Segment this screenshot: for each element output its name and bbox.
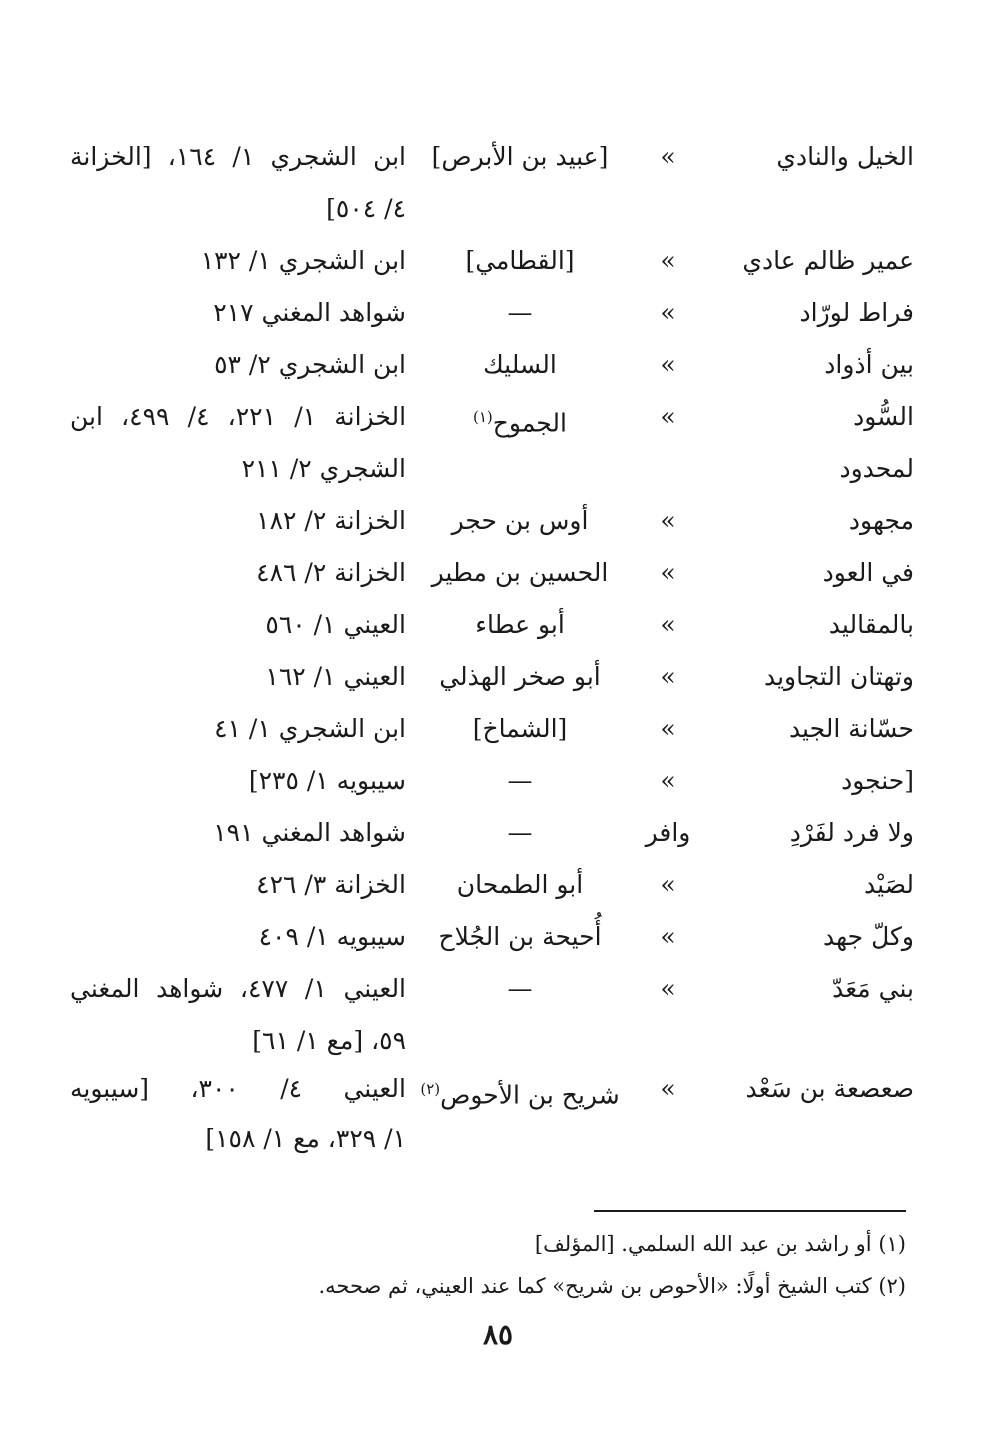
source-reference: شواهد المغني ٢١٧ [213, 298, 406, 327]
meter: » [660, 1074, 676, 1103]
meter: وافر [645, 818, 691, 847]
source-reference: ابن الشجري ٢/ ٥٣ [214, 350, 406, 379]
poet: أبو عطاء [475, 610, 565, 639]
source-reference-continuation: ١/ ٣٢٩، مع ١/ ١٥٨] [205, 1124, 406, 1153]
source-reference: الخزانة ١/ ٢٢١، ٤/ ٤٩٩، ابن [70, 402, 407, 431]
table-row [0, 547, 996, 599]
rhyme-word: لمحدود [839, 454, 914, 483]
poet: — [507, 298, 533, 327]
poet: السليك [483, 350, 557, 379]
table-row-continuation [0, 183, 996, 235]
rhyme-word: وتهتان التجاويد [763, 662, 914, 691]
poet: أبو صخر الهذلي [439, 662, 601, 691]
footnote-separator [594, 1210, 906, 1212]
poet-name: شريح بن الأحوص [440, 1080, 620, 1110]
table-row [0, 651, 996, 703]
meter: » [660, 402, 676, 431]
source-reference-continuation: الشجري ٢/ ٢١١ [241, 454, 406, 483]
table-row [0, 287, 996, 339]
table-row [0, 599, 996, 651]
footnote-marker: (١) [473, 408, 493, 426]
source-reference: ابن الشجري ١/ ١٣٢ [200, 246, 406, 275]
poet: — [507, 818, 533, 847]
meter: » [660, 610, 676, 639]
rhyme-word: فراط لورّاد [799, 298, 914, 327]
source-reference: الخزانة ٢/ ٤٨٦ [256, 558, 406, 587]
meter: » [660, 350, 676, 379]
page-number: ٨٥ [482, 1318, 514, 1351]
table-row [0, 703, 996, 755]
rhyme-word: الخيل والنادي [776, 142, 914, 171]
source-reference-continuation: ٥٩، [مع ١/ ٦١] [252, 1026, 406, 1055]
source-reference: ابن الشجري ١/ ٤١ [214, 714, 406, 743]
rhyme-word: عمير ظالم عادي [742, 246, 914, 275]
table-row-continuation [0, 1015, 996, 1067]
poet: [القطامي] [465, 246, 575, 275]
table-row [0, 963, 996, 1015]
table-row [0, 755, 996, 807]
table-row [0, 495, 996, 547]
rhyme-word: لصَيْد [864, 870, 914, 899]
table-row [0, 911, 996, 963]
rhyme-word: حسّانة الجيد [788, 714, 914, 743]
meter: » [660, 870, 676, 899]
meter: » [660, 922, 676, 951]
rhyme-word: بالمقاليد [828, 610, 914, 639]
meter: » [660, 298, 676, 327]
meter: » [660, 142, 676, 171]
rhyme-word: بني مَعَدّ [832, 974, 914, 1003]
source-reference: العيني ١/ ١٦٢ [265, 662, 406, 691]
meter: » [660, 246, 676, 275]
rhyme-word: صعصعة بن سَعْد [745, 1074, 914, 1103]
poet: — [507, 766, 533, 795]
rhyme-word: في العود [822, 558, 914, 587]
table-row [0, 391, 996, 443]
poet [420, 391, 620, 449]
meter: » [660, 558, 676, 587]
poet: أبو الطمحان [456, 870, 584, 899]
source-reference: العيني ٤/ ٣٠٠، [سيبويه [70, 1074, 406, 1103]
meter: » [660, 662, 676, 691]
poet: أُحيحة بن الجُلاح [438, 922, 602, 951]
rhyme-word: [حنجود [841, 766, 914, 795]
source-reference: سيبويه ١/ ٤٠٩ [258, 922, 406, 951]
source-reference: الخزانة ٣/ ٤٢٦ [256, 870, 406, 899]
source-reference: العيني ١/ ٥٦٠ [265, 610, 406, 639]
meter: » [660, 506, 676, 535]
poet: [الشماخ] [472, 714, 568, 743]
source-reference: ابن الشجري ١/ ١٦٤، [الخزانة [70, 142, 406, 171]
poet: الحسين بن مطير [431, 558, 609, 587]
poet: أوس بن حجر [451, 506, 589, 535]
rhyme-word: مجهود [848, 506, 914, 535]
source-reference: شواهد المغني ١٩١ [213, 818, 406, 847]
table-row [0, 443, 996, 495]
table-row [0, 339, 996, 391]
rhyme-word: السُّود [853, 402, 914, 431]
poet-name: الجموح [492, 408, 567, 438]
table-row [0, 235, 996, 287]
rhyme-word: ولا فرد لفَرْدِ [789, 818, 914, 847]
meter: » [660, 766, 676, 795]
poet: — [507, 974, 533, 1003]
meter: » [660, 714, 676, 743]
table-row [0, 1063, 996, 1115]
footnote-marker: (٢) [420, 1080, 441, 1098]
rhyme-word: بين أذواد [824, 350, 914, 379]
table-row [0, 131, 996, 183]
meter: » [660, 974, 676, 1003]
footnote: (١) أو راشد بن عبد الله السلمي. [المؤلف] [534, 1232, 906, 1256]
table-row [0, 859, 996, 911]
rhyme-word: وكلّ جهد [823, 922, 914, 951]
table-row [0, 807, 996, 859]
source-reference: الخزانة ٢/ ١٨٢ [256, 506, 406, 535]
source-reference: سيبويه ١/ ٢٣٥] [248, 766, 406, 795]
table-row-continuation [0, 1113, 996, 1165]
poet: [عبيد بن الأبرص] [431, 142, 609, 171]
source-reference: العيني ١/ ٤٧٧، شواهد المغني [70, 974, 407, 1003]
footnote: (٢) كتب الشيخ أولًا: «الأحوص بن شريح» كما عند العيني، ثم صححه. [318, 1274, 906, 1298]
source-reference-continuation: ٤/ ٥٠٤] [326, 194, 406, 223]
